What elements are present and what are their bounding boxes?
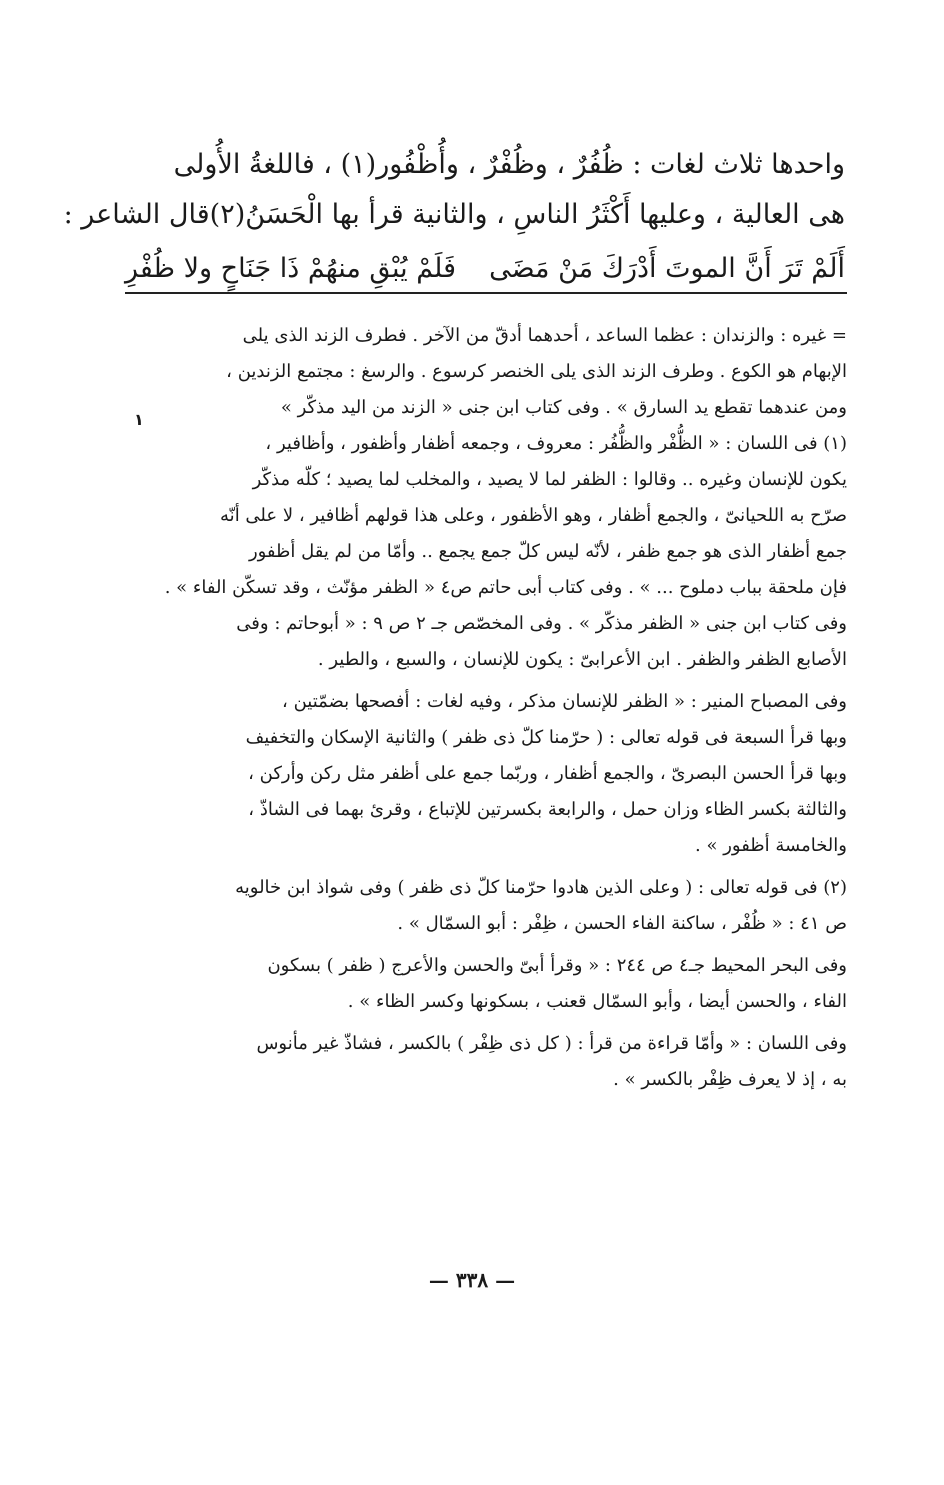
page-number: — ٣٣٨ — xyxy=(428,1268,516,1292)
footnote-line: والثالثة بكسر الظاء وزان حمل ، والرابعة بكسرتين للإتباع ، وقرئ بهما فى الشاذّ ، xyxy=(248,799,847,820)
verse-second-hemistich: فَلَمْ يُبْقِ منهُمْ ذَا جَنَاحٍ ولا ظُفْرِ xyxy=(125,253,457,284)
verse-first-hemistich: أَلَمْ تَرَ أَنَّ الموتَ أَدْرَكَ مَنْ مَضَى xyxy=(489,253,845,284)
footnote-line: به ، إذ لا يعرف ظِفْر بالكسر » . xyxy=(613,1069,847,1090)
footnote-marker: ١ xyxy=(134,410,144,429)
footnote-line: يكون للإنسان وغيره .. وقالوا : الظفر لما لا يصيد ، والمخلب لما يصيد ؛ كلّه مذكّر xyxy=(252,469,847,490)
main-text-line: واحدها ثلاث لغات : ظُفُرٌ ، وظُفْرٌ ، وأُظْفُور(١) ، فاللغةُ الأُولى xyxy=(173,149,845,180)
footnote-line: وفى المصباح المنير : « الظفر للإنسان مذكر ، وفيه لغات : أفصحها بضمّتين ، xyxy=(282,691,847,712)
footnote-line: وفى البحر المحيط جـ٤ ص ٢٤٤ : « وقرأ أبىّ والحسن والأعرج ( ظفر ) بسكون xyxy=(267,955,847,976)
footnote-line: وبها قرأ السبعة فى قوله تعالى : ( حرّمنا كلّ ذى ظفر ) والثانية الإسكان والتخفيف xyxy=(245,727,847,748)
main-text-line: هى العالية ، وعليها أَكْثَرُ الناسِ ، والثانية قرأ بها الْحَسَنُ(٢)قال الشاعر : xyxy=(63,199,845,230)
footnote-line: (٢) فى قوله تعالى : ( وعلى الذين هادوا حرّمنا كلّ ذى ظفر ) وفى شواذ ابن خالويه xyxy=(235,877,847,898)
footnote-line: وفى كتاب ابن جنى « الظفر مذكّر » . وفى المخصّص جـ ٢ ص ٩ : « أبوحاتم : وفى xyxy=(236,613,847,634)
footnote-line: الأصابع الظفر والظفر . ابن الأعرابىّ : يكون للإنسان ، والسبع ، والطير . xyxy=(317,649,847,670)
poetry-verse xyxy=(125,245,845,293)
footnotes xyxy=(125,318,847,1098)
footnote-line: وفى اللسان : « وأمّا قراءة من قرأ : ( كل ذى ظِفْر ) بالكسر ، فشاذّ غير مأنوس xyxy=(256,1033,847,1054)
footnote-line: وبها قرأ الحسن البصرىّ ، والجمع أظفار ، وربّما جمع على أظفر مثل ركن وأركن ، xyxy=(248,763,847,784)
footnote-line: صرّح به اللحيانىّ ، والجمع أظفار ، وهو الأظفور ، وعلى هذا قولهم أظافير ، لا على أنّه xyxy=(220,505,847,526)
footnote-line: ص ٤١ : « ظُفْر ، ساكنة الفاء الحسن ، ظِفْر : أبو السمّال » . xyxy=(397,913,847,934)
footnote-line: = غيره : والزندان : عظما الساعد ، أحدهما أدقّ من الآخر . فطرف الزند الذى يلى xyxy=(242,325,847,346)
footnote-line: ومن عندهما تقطع يد السارق » . وفى كتاب ابن جنى « الزند من اليد مذكّر » xyxy=(280,397,847,418)
footnote-separator-rule xyxy=(125,292,847,294)
footnote-line: فإن ملحقة بباب دملوح ... » . وفى كتاب أبى حاتم ص٤ « الظفر مؤنّث ، وقد تسكّن الفاء » . xyxy=(164,577,847,598)
footnote-line: الإبهام هو الكوع . وطرف الزند الذى يلى الخنصر كرسوع . والرسغ : مجتمع الزندين ، xyxy=(226,361,847,382)
footnote-line: والخامسة أظفور » . xyxy=(695,835,847,856)
footnote-line: الفاء ، والحسن أيضا ، وأبو السمّال قعنب ، بسكونها وكسر الظاء » . xyxy=(347,991,847,1012)
main-text xyxy=(63,140,845,240)
footnote-line: (١) فى اللسان : « الظُّفْر والظُّفُر : معروف ، وجمعه أظفار وأظفور ، وأظافير ، xyxy=(265,433,847,454)
footnote-line: جمع أظفار الذى هو جمع ظفر ، لأنّه ليس كلّ جمع يجمع .. وأمّا من لم يقل أظفور xyxy=(248,541,847,562)
